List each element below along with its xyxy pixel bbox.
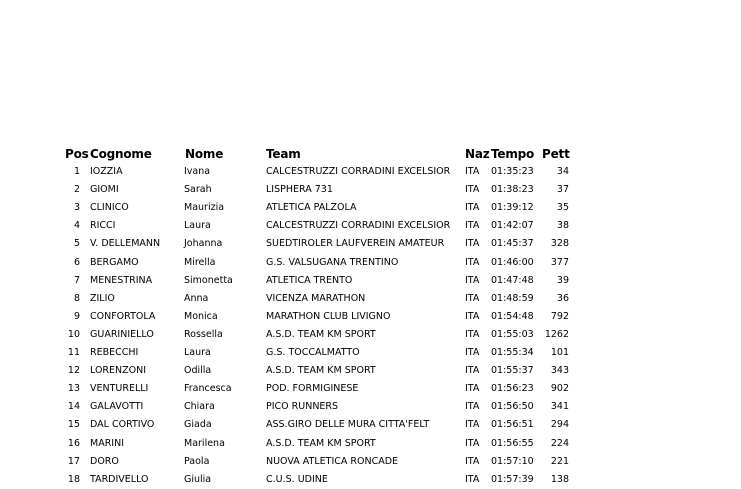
cell-pett: 294	[550, 419, 569, 431]
header-naz: Naz	[465, 147, 490, 161]
cell-pos: 5	[73, 238, 80, 250]
table-row	[0, 453, 741, 471]
cell-tempo: 01:46:00	[491, 256, 534, 268]
cell-tempo: 01:57:39	[491, 473, 534, 485]
cell-naz: ITA	[465, 419, 480, 431]
cell-naz: ITA	[465, 383, 480, 395]
cell-naz: ITA	[465, 166, 480, 177]
cell-naz: ITA	[465, 220, 480, 232]
table-row	[0, 344, 741, 362]
cell-nome: Chiara	[184, 401, 215, 413]
cell-nome: Mirella	[184, 256, 216, 268]
cell-cognome: VENTURELLI	[90, 383, 149, 395]
cell-naz: ITA	[465, 274, 480, 286]
table-row	[0, 290, 741, 308]
cell-team: LISPHERA 731	[266, 184, 333, 196]
cell-cognome: MENESTRINA	[90, 274, 153, 286]
cell-tempo: 01:55:03	[491, 328, 534, 340]
cell-cognome: GALAVOTTI	[90, 401, 144, 413]
table-row	[0, 199, 741, 217]
cell-team: VICENZA MARATHON	[266, 292, 366, 304]
cell-tempo: 01:47:48	[491, 274, 534, 286]
cell-pos: 7	[73, 274, 80, 286]
cell-naz: ITA	[465, 473, 480, 485]
cell-team: CALCESTRUZZI CORRADINI EXCELSIOR	[266, 220, 451, 232]
cell-naz: ITA	[465, 437, 480, 449]
cell-team: POD. FORMIGINESE	[266, 383, 359, 395]
cell-tempo: 01:38:23	[491, 184, 534, 196]
table-row	[0, 254, 741, 272]
cell-pett: 35	[556, 202, 569, 214]
cell-tempo: 01:35:23	[491, 166, 534, 177]
cell-pos: 12	[67, 365, 80, 377]
table-row	[0, 217, 741, 235]
cell-pos: 14	[67, 401, 80, 413]
cell-pos: 13	[67, 383, 80, 395]
cell-team: G.S. VALSUGANA TRENTINO	[266, 256, 399, 268]
cell-team: SUEDTIROLER LAUFVEREIN AMATEUR	[266, 238, 445, 250]
cell-pos: 1	[73, 166, 80, 177]
cell-naz: ITA	[465, 310, 480, 322]
cell-nome: Ivana	[184, 166, 211, 177]
cell-pett: 221	[550, 455, 569, 467]
cell-pos: 15	[67, 419, 80, 431]
cell-cognome: ZILIO	[90, 292, 115, 304]
cell-team: CALCESTRUZZI CORRADINI EXCELSIOR	[266, 166, 451, 177]
cell-pett: 343	[550, 365, 569, 377]
cell-cognome: IOZZIA	[90, 166, 123, 177]
cell-nome: Odilla	[184, 365, 212, 377]
cell-tempo: 01:55:37	[491, 365, 534, 377]
cell-cognome: TARDIVELLO	[90, 473, 149, 485]
cell-pett: 138	[550, 473, 569, 485]
cell-nome: Johanna	[184, 238, 223, 250]
cell-pos: 18	[67, 473, 80, 485]
cell-pett: 39	[556, 274, 569, 286]
cell-nome: Rossella	[184, 328, 223, 340]
cell-pett: 37	[556, 184, 569, 196]
table-row	[0, 308, 741, 326]
cell-tempo: 01:56:55	[491, 437, 534, 449]
cell-cognome: MARINI	[90, 437, 125, 449]
cell-nome: Anna	[184, 292, 209, 304]
cell-pos: 11	[67, 347, 80, 358]
cell-naz: ITA	[465, 328, 480, 340]
cell-pett: 328	[550, 238, 569, 250]
cell-team: ASS.GIRO DELLE MURA CITTA'FELT	[266, 419, 430, 431]
cell-pos: 6	[73, 256, 80, 268]
table-row	[0, 416, 741, 434]
cell-nome: Monica	[184, 310, 218, 322]
cell-pett: 38	[556, 220, 569, 232]
cell-nome: Paola	[184, 455, 210, 467]
cell-pett: 34	[556, 166, 569, 177]
cell-naz: ITA	[465, 455, 480, 467]
cell-pett: 36	[556, 292, 569, 304]
cell-pett: 377	[550, 256, 569, 268]
cell-naz: ITA	[465, 401, 480, 413]
cell-team: A.S.D. TEAM KM SPORT	[266, 328, 376, 340]
cell-team: G.S. TOCCALMATTO	[266, 347, 360, 358]
cell-pos: 16	[67, 437, 80, 449]
cell-pos: 3	[73, 202, 80, 214]
cell-cognome: V. DELLEMANN	[90, 238, 161, 250]
table-row	[0, 163, 741, 181]
cell-nome: Giada	[184, 419, 212, 431]
cell-tempo: 01:56:50	[491, 401, 534, 413]
cell-pett: 902	[550, 383, 569, 395]
cell-tempo: 01:54:48	[491, 310, 534, 322]
cell-nome: Simonetta	[184, 274, 233, 286]
header-tempo: Tempo	[491, 147, 535, 161]
cell-team: A.S.D. TEAM KM SPORT	[266, 365, 376, 377]
cell-naz: ITA	[465, 256, 480, 268]
cell-pett: 224	[550, 437, 569, 449]
header-pos: Pos	[65, 147, 89, 161]
cell-pett: 1262	[544, 328, 569, 340]
cell-tempo: 01:39:12	[491, 202, 534, 214]
cell-nome: Laura	[184, 347, 211, 358]
table-row	[0, 181, 741, 199]
header-row	[0, 145, 741, 163]
table-row	[0, 398, 741, 416]
header-nome: Nome	[185, 147, 224, 161]
cell-pos: 4	[73, 220, 80, 232]
cell-pos: 2	[73, 184, 80, 196]
cell-nome: Giulia	[184, 473, 212, 485]
cell-cognome: DAL CORTIVO	[90, 419, 155, 431]
cell-cognome: REBECCHI	[90, 347, 139, 358]
cell-tempo: 01:42:07	[491, 220, 534, 232]
cell-nome: Sarah	[184, 184, 212, 196]
cell-pos: 10	[67, 328, 80, 340]
cell-team: PICO RUNNERS	[266, 401, 339, 413]
cell-naz: ITA	[465, 347, 480, 358]
cell-team: ATLETICA TRENTO	[266, 274, 353, 286]
cell-cognome: CONFORTOLA	[90, 310, 156, 322]
cell-nome: Marilena	[184, 437, 225, 449]
cell-nome: Laura	[184, 220, 211, 232]
cell-cognome: LORENZONI	[90, 365, 147, 377]
cell-team: C.U.S. UDINE	[266, 473, 328, 485]
cell-naz: ITA	[465, 238, 480, 250]
cell-pos: 9	[73, 310, 80, 322]
cell-tempo: 01:55:34	[491, 347, 534, 358]
cell-pos: 17	[67, 455, 80, 467]
header-pett: Pett	[542, 147, 570, 161]
cell-team: A.S.D. TEAM KM SPORT	[266, 437, 376, 449]
cell-cognome: RICCI	[90, 220, 116, 232]
cell-tempo: 01:45:37	[491, 238, 534, 250]
header-cognome: Cognome	[90, 147, 152, 161]
cell-tempo: 01:56:23	[491, 383, 534, 395]
cell-pett: 792	[550, 310, 569, 322]
cell-tempo: 01:57:10	[491, 455, 534, 467]
cell-team: ATLETICA PALZOLA	[266, 202, 357, 214]
cell-nome: Francesca	[184, 383, 232, 395]
cell-cognome: BERGAMO	[90, 256, 139, 268]
cell-pett: 101	[550, 347, 569, 358]
cell-naz: ITA	[465, 202, 480, 214]
cell-pos: 8	[73, 292, 80, 304]
cell-cognome: CLINICO	[90, 202, 129, 214]
cell-nome: Maurizia	[184, 202, 225, 214]
table-row	[0, 326, 741, 344]
cell-tempo: 01:48:59	[491, 292, 534, 304]
cell-pett: 341	[550, 401, 569, 413]
table-row	[0, 362, 741, 380]
cell-naz: ITA	[465, 292, 480, 304]
cell-naz: ITA	[465, 184, 480, 196]
table-row	[0, 435, 741, 453]
cell-team: MARATHON CLUB LIVIGNO	[266, 310, 391, 322]
table-row	[0, 272, 741, 290]
cell-team: NUOVA ATLETICA RONCADE	[266, 455, 399, 467]
header-team: Team	[266, 147, 301, 161]
cell-tempo: 01:56:51	[491, 419, 534, 431]
cell-naz: ITA	[465, 365, 480, 377]
table-row	[0, 235, 741, 253]
cell-cognome: GUARINIELLO	[90, 328, 154, 340]
table-row	[0, 380, 741, 398]
cell-cognome: DORO	[90, 455, 119, 467]
cell-cognome: GIOMI	[90, 184, 119, 196]
